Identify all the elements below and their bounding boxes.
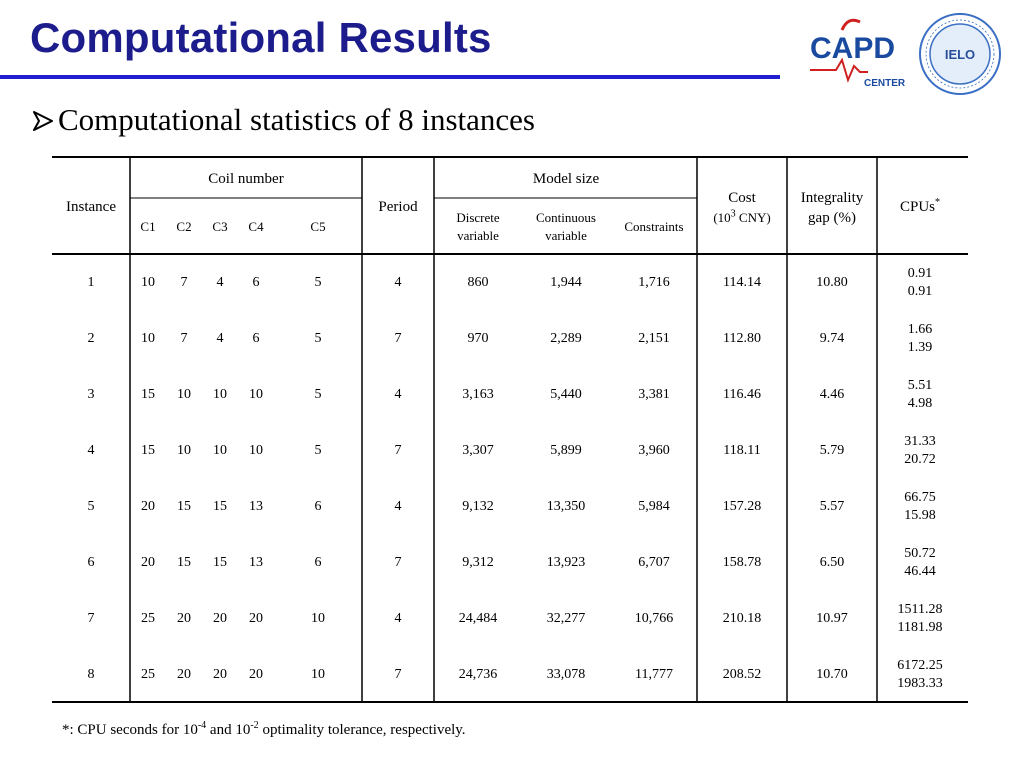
cell-period: 4 bbox=[394, 611, 402, 626]
cell-c2: 20 bbox=[177, 667, 191, 682]
cell-instance: 7 bbox=[87, 611, 95, 626]
header-c5: C5 bbox=[310, 219, 326, 234]
cell-discrete: 3,163 bbox=[462, 387, 494, 402]
cell-c5: 5 bbox=[314, 275, 322, 290]
results-table bbox=[52, 156, 968, 704]
cell-cpu2: 1.39 bbox=[907, 340, 933, 355]
cell-constraints: 6,707 bbox=[638, 555, 670, 570]
cell-c3: 20 bbox=[213, 667, 227, 682]
cell-c4: 20 bbox=[249, 667, 263, 682]
cell-c4: 20 bbox=[249, 611, 263, 626]
header-instance: Instance bbox=[66, 199, 116, 215]
header-period: Period bbox=[378, 199, 418, 215]
cell-cpu1: 0.91 bbox=[907, 266, 933, 281]
cell-cpu1: 50.72 bbox=[904, 546, 936, 561]
page-title: Computational Results bbox=[30, 14, 492, 61]
cell-cpu1: 6172.25 bbox=[897, 658, 943, 673]
cell-cost: 157.28 bbox=[722, 499, 762, 514]
cell-cost: 112.80 bbox=[723, 331, 761, 346]
title-underline bbox=[0, 75, 780, 79]
cell-period: 7 bbox=[394, 555, 402, 570]
cell-c3: 4 bbox=[216, 275, 224, 290]
cell-c1: 10 bbox=[141, 331, 155, 346]
header-cost-unit-sup: 3 bbox=[730, 208, 736, 220]
footnote-part3: optimality tolerance, respectively. bbox=[258, 722, 466, 738]
header-discrete-1: Discrete bbox=[456, 210, 500, 225]
cell-c2: 20 bbox=[177, 611, 191, 626]
header-continuous-1: Continuous bbox=[536, 210, 596, 225]
cell-constraints: 1,716 bbox=[638, 275, 670, 290]
cell-cost: 158.78 bbox=[722, 555, 762, 570]
header-model-size: Model size bbox=[532, 171, 600, 187]
cell-c3: 10 bbox=[213, 443, 227, 458]
cell-period: 4 bbox=[394, 499, 402, 514]
cell-c4: 6 bbox=[252, 331, 260, 346]
cell-c3: 10 bbox=[213, 387, 227, 402]
cell-constraints: 5,984 bbox=[638, 499, 670, 514]
cell-continuous: 13,923 bbox=[546, 555, 586, 570]
arrowhead-bullet-icon bbox=[32, 102, 58, 138]
cell-discrete: 9,312 bbox=[462, 555, 494, 570]
cell-c5: 6 bbox=[314, 555, 322, 570]
cell-continuous: 13,350 bbox=[546, 499, 586, 514]
cell-discrete: 24,484 bbox=[458, 611, 498, 626]
cell-c1: 25 bbox=[141, 611, 155, 626]
cell-c4: 10 bbox=[249, 443, 263, 458]
cell-period: 7 bbox=[394, 667, 402, 682]
cell-cpu2: 1983.33 bbox=[897, 676, 943, 691]
header-constraints: Constraints bbox=[624, 219, 684, 234]
cell-instance: 8 bbox=[87, 667, 95, 682]
cell-cost: 210.18 bbox=[722, 611, 762, 626]
cell-constraints: 3,381 bbox=[638, 387, 670, 402]
cell-gap: 9.74 bbox=[819, 331, 845, 346]
cell-continuous: 2,289 bbox=[550, 331, 582, 346]
cell-c5: 5 bbox=[314, 387, 322, 402]
cell-discrete: 970 bbox=[467, 331, 489, 346]
cell-period: 4 bbox=[394, 387, 402, 402]
subtitle-bullet bbox=[32, 102, 535, 138]
cell-c3: 4 bbox=[216, 331, 224, 346]
cell-cpu1: 5.51 bbox=[907, 378, 933, 393]
header-cpus bbox=[900, 198, 940, 216]
cell-cost: 208.52 bbox=[722, 667, 762, 682]
cell-constraints: 3,960 bbox=[638, 443, 670, 458]
cell-gap: 5.57 bbox=[819, 499, 845, 514]
cell-continuous: 5,440 bbox=[550, 387, 582, 402]
capd-logo bbox=[808, 12, 908, 90]
header-cost: Cost bbox=[728, 190, 756, 206]
cell-continuous: 1,944 bbox=[550, 275, 582, 290]
cell-cpu1: 66.75 bbox=[904, 490, 936, 505]
cell-constraints: 2,151 bbox=[638, 331, 670, 346]
cell-c5: 5 bbox=[314, 331, 322, 346]
cell-c3: 15 bbox=[213, 499, 227, 514]
cell-instance: 4 bbox=[87, 443, 95, 458]
cell-gap: 10.70 bbox=[816, 667, 848, 682]
cell-constraints: 10,766 bbox=[634, 611, 674, 626]
cell-c1: 15 bbox=[141, 387, 155, 402]
cell-instance: 3 bbox=[87, 387, 95, 402]
cell-discrete: 24,736 bbox=[458, 667, 498, 682]
cell-c2: 10 bbox=[177, 443, 191, 458]
cell-cpu2: 1181.98 bbox=[897, 620, 943, 635]
cell-period: 4 bbox=[394, 275, 402, 290]
cell-discrete: 860 bbox=[467, 275, 489, 290]
capd-logo-text: CAPD bbox=[810, 32, 896, 65]
cell-c3: 20 bbox=[213, 611, 227, 626]
cell-c1: 10 bbox=[141, 275, 155, 290]
header-c4: C4 bbox=[248, 219, 264, 234]
cell-gap: 10.97 bbox=[816, 611, 848, 626]
header-discrete-2: variable bbox=[457, 228, 499, 243]
cell-gap: 5.79 bbox=[819, 443, 845, 458]
cell-gap: 6.50 bbox=[819, 555, 845, 570]
cell-c4: 6 bbox=[252, 275, 260, 290]
cell-instance: 6 bbox=[87, 555, 95, 570]
cell-c1: 15 bbox=[141, 443, 155, 458]
cell-cpu2: 46.44 bbox=[904, 564, 936, 579]
cell-cpu2: 4.98 bbox=[907, 396, 933, 411]
header-cpus-text: CPUs bbox=[899, 199, 936, 215]
footnote-sup1: -4 bbox=[197, 720, 207, 731]
cell-c2: 15 bbox=[177, 499, 191, 514]
header-c1: C1 bbox=[140, 219, 156, 234]
cell-c2: 10 bbox=[177, 387, 191, 402]
header-coil-number: Coil number bbox=[208, 171, 284, 187]
cell-period: 7 bbox=[394, 331, 402, 346]
cell-cost: 114.14 bbox=[723, 275, 761, 290]
subtitle-text: Computational statistics of 8 instances bbox=[58, 102, 535, 137]
cell-cpu1: 1511.28 bbox=[897, 602, 943, 617]
cell-c4: 13 bbox=[249, 555, 263, 570]
cell-instance: 5 bbox=[87, 499, 95, 514]
ielo-logo bbox=[918, 12, 1002, 96]
header-cpus-sup: * bbox=[935, 197, 941, 208]
cell-cost: 118.11 bbox=[723, 443, 761, 458]
cell-continuous: 33,078 bbox=[546, 667, 586, 682]
cell-c2: 7 bbox=[180, 331, 188, 346]
cell-cpu2: 20.72 bbox=[904, 452, 936, 467]
cell-period: 7 bbox=[394, 443, 402, 458]
cell-c1: 20 bbox=[141, 499, 155, 514]
cell-c2: 7 bbox=[180, 275, 188, 290]
header-c3: C3 bbox=[212, 219, 228, 234]
cell-c5: 6 bbox=[314, 499, 322, 514]
cell-c1: 25 bbox=[141, 667, 155, 682]
cell-instance: 1 bbox=[87, 275, 95, 290]
cell-discrete: 9,132 bbox=[462, 499, 494, 514]
footnote-part1: *: CPU seconds for 10 bbox=[62, 722, 198, 738]
cell-cpu1: 1.66 bbox=[907, 322, 933, 337]
header-continuous-2: variable bbox=[545, 228, 587, 243]
header-cost-unit bbox=[713, 209, 770, 227]
header-c2: C2 bbox=[176, 219, 192, 234]
footnote-part2: and 10 bbox=[206, 722, 251, 738]
header-integrality: Integrality bbox=[800, 190, 864, 206]
cell-constraints: 11,777 bbox=[635, 667, 673, 682]
cell-continuous: 5,899 bbox=[550, 443, 582, 458]
cell-cpu1: 31.33 bbox=[904, 434, 936, 449]
header-cost-unit-b: CNY) bbox=[735, 210, 771, 225]
header-cost-unit-a: (10 bbox=[713, 210, 731, 225]
cell-c5: 10 bbox=[311, 667, 325, 682]
cell-c4: 13 bbox=[249, 499, 263, 514]
cell-c5: 5 bbox=[314, 443, 322, 458]
footnote-sup2: -2 bbox=[250, 720, 259, 731]
cell-cpu2: 0.91 bbox=[907, 284, 933, 299]
cell-c1: 20 bbox=[141, 555, 155, 570]
cell-c3: 15 bbox=[213, 555, 227, 570]
header-gap: gap (%) bbox=[808, 210, 856, 226]
cell-cpu2: 15.98 bbox=[904, 508, 936, 523]
cell-c2: 15 bbox=[177, 555, 191, 570]
cell-gap: 4.46 bbox=[819, 387, 845, 402]
footnote bbox=[62, 722, 466, 739]
cell-c4: 10 bbox=[249, 387, 263, 402]
cell-c5: 10 bbox=[311, 611, 325, 626]
cell-discrete: 3,307 bbox=[462, 443, 494, 458]
cell-instance: 2 bbox=[87, 331, 95, 346]
cell-gap: 10.80 bbox=[816, 275, 848, 290]
cell-cost: 116.46 bbox=[723, 387, 761, 402]
ielo-logo-text: IELO bbox=[944, 47, 976, 62]
cell-continuous: 32,277 bbox=[546, 611, 586, 626]
capd-center-text: CENTER bbox=[864, 78, 906, 89]
